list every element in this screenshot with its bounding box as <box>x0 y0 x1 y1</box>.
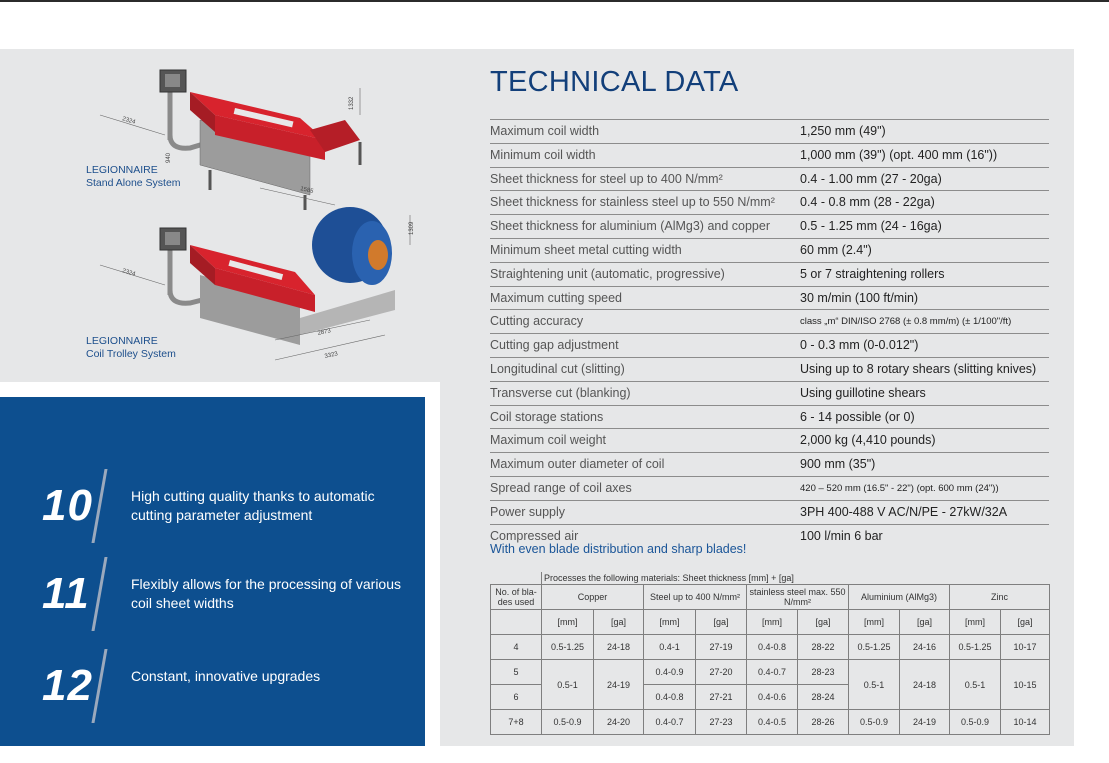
machine-name: LEGIONNAIRE <box>86 335 158 347</box>
unit-cell: [mm] <box>747 610 798 635</box>
material-header: Aluminium (AlMg3) <box>849 585 950 610</box>
table-cell: 24-19 <box>594 660 644 710</box>
table-cell: 0.4-0.7 <box>644 710 696 735</box>
spec-value: 0.4 - 1.00 mm (27 - 20ga) <box>800 171 942 186</box>
spec-row <box>490 501 1049 525</box>
unit-cell: [ga] <box>696 610 747 635</box>
table-cell: 10-17 <box>1001 635 1050 660</box>
spec-value: 0.5 - 1.25 mm (24 - 16ga) <box>800 219 942 234</box>
table-cell: 0.5-1 <box>950 660 1001 710</box>
spec-row <box>490 144 1049 168</box>
spec-row <box>490 358 1049 382</box>
feature-text: Flexibly allows for the processing of various coil sheet widths <box>131 576 402 611</box>
spec-row <box>490 382 1049 406</box>
spec-row <box>490 287 1049 311</box>
table-row <box>491 635 1050 660</box>
spec-value: 60 mm (2.4") <box>800 242 872 257</box>
spec-label: Maximum outer diameter of coil <box>490 457 665 472</box>
table-cell: 28-23 <box>798 660 849 685</box>
material-header: Copper <box>542 585 644 610</box>
table-cell: 27-21 <box>696 685 747 710</box>
table-cell: 28-22 <box>798 635 849 660</box>
unit-cell: [ga] <box>1001 610 1050 635</box>
table-cell: 24-16 <box>900 635 950 660</box>
machine-subtitle: Stand Alone System <box>86 177 181 189</box>
spec-row <box>490 168 1049 192</box>
spec-label: Cutting accuracy <box>490 314 584 329</box>
spec-value: 1,250 mm (49") <box>800 124 886 138</box>
unit-cell: [mm] <box>644 610 696 635</box>
spec-label: Maximum cutting speed <box>490 290 623 305</box>
dim-1332: 1332 <box>349 96 355 110</box>
machine-name: LEGIONNAIRE <box>86 164 158 176</box>
spec-value: 100 l/min 6 bar <box>800 528 883 543</box>
table-cell: 28-26 <box>798 710 849 735</box>
unit-cell: [mm] <box>849 610 900 635</box>
spec-value: 0 - 0.3 mm (0-0.012") <box>800 338 919 353</box>
material-header: stainless steel max. 550 N/mm² <box>747 585 849 610</box>
spec-value: 3PH 400-488 V AC/N/PE - 27kW/32A <box>800 504 1008 519</box>
spec-value: Using up to 8 rotary shears (slitting knives) <box>800 361 1037 376</box>
dim-1585: 1585 <box>299 186 314 195</box>
feature-number: 12 <box>42 661 93 710</box>
table-row <box>491 660 1050 685</box>
table-cell: 24-18 <box>900 660 950 710</box>
spec-label: Minimum coil width <box>490 147 596 162</box>
table-cell: 6 <box>491 685 542 710</box>
unit-cell: [ga] <box>594 610 644 635</box>
slash-divider <box>91 557 107 631</box>
spec-value: 900 mm (35") <box>800 457 876 472</box>
spec-value: 0.4 - 0.8 mm (28 - 22ga) <box>800 195 935 210</box>
feature-item <box>0 649 425 729</box>
spec-row <box>490 477 1049 501</box>
feature-text: High cutting quality thanks to automatic cutting parameter adjustment <box>131 488 375 523</box>
unit-cell: [ga] <box>798 610 849 635</box>
table-cell: 0.5-0.9 <box>950 710 1001 735</box>
spec-row <box>490 429 1049 453</box>
slash-divider <box>91 469 107 543</box>
spec-label: Cutting gap adjustment <box>490 338 619 353</box>
table-cell: 24-18 <box>594 635 644 660</box>
table-cell: 0.5-0.9 <box>849 710 900 735</box>
table-cell: 0.5-1.25 <box>542 635 594 660</box>
spec-row <box>490 191 1049 215</box>
spec-value: 2,000 kg (4,410 pounds) <box>800 433 936 448</box>
table-cell: 4 <box>491 635 542 660</box>
feature-text: Constant, innovative upgrades <box>131 668 321 684</box>
spec-table <box>490 119 1049 547</box>
spec-label: Transverse cut (blanking) <box>490 385 631 400</box>
spec-value: 5 or 7 straightening rollers <box>800 266 945 281</box>
feature-number: 11 <box>42 569 90 618</box>
table-cell: 27-23 <box>696 710 747 735</box>
spec-value: 6 - 14 possible (or 0) <box>800 409 915 424</box>
table-cell: 10-15 <box>1001 660 1050 710</box>
spec-label: Minimum sheet metal cutting width <box>490 242 682 257</box>
spec-label: Longitudinal cut (slitting) <box>490 361 625 376</box>
table-cell: 28-24 <box>798 685 849 710</box>
table-cell: 27-19 <box>696 635 747 660</box>
spec-label: Compressed air <box>490 528 579 543</box>
spec-label: Spread range of coil axes <box>490 480 632 495</box>
machine-illustrations <box>60 60 440 380</box>
spec-label: Sheet thickness for stainless steel up to 550 N/mm² <box>490 195 775 210</box>
dim-3323: 3323 <box>324 351 339 360</box>
spec-row <box>490 239 1049 263</box>
page-title: TECHNICAL DATA <box>490 66 739 98</box>
spec-label: Maximum coil weight <box>490 433 607 448</box>
machine-label-stand-alone <box>86 164 181 190</box>
table-cell: 0.4-0.6 <box>747 685 798 710</box>
table-cell: 0.4-0.8 <box>747 635 798 660</box>
table-cell: 0.4-0.8 <box>644 685 696 710</box>
spec-label: Sheet thickness for aluminium (AlMg3) and copper <box>490 219 770 234</box>
table-cell: 10-14 <box>1001 710 1050 735</box>
unit-cell: [ga] <box>900 610 950 635</box>
spec-row <box>490 406 1049 430</box>
machine-label-coil-trolley <box>86 335 176 361</box>
spec-value: Using guillotine shears <box>800 385 926 400</box>
table-cell: 0.4-0.9 <box>644 660 696 685</box>
blank-cell <box>491 572 542 585</box>
spec-label: Maximum coil width <box>490 124 600 138</box>
spec-value: 1,000 mm (39") (opt. 400 mm (16")) <box>800 147 998 162</box>
spec-value: 420 – 520 mm (16.5" - 22") (opt. 600 mm (24")) <box>800 482 999 494</box>
table-cell: 24-19 <box>900 710 950 735</box>
spec-label: Coil storage stations <box>490 409 604 424</box>
spec-row <box>490 119 1049 144</box>
material-header: Zinc <box>950 585 1050 610</box>
processes-header: Processes the following materials: Sheet thickness [mm] + [ga] <box>542 572 1050 585</box>
table-cell: 0.5-1.25 <box>950 635 1001 660</box>
table-cell: 24-20 <box>594 710 644 735</box>
feature-panel <box>0 397 425 746</box>
spec-row <box>490 453 1049 477</box>
table-cell: 0.5-1 <box>849 660 900 710</box>
material-header: Steel up to 400 N/mm² <box>644 585 747 610</box>
feature-item <box>0 557 425 637</box>
spec-label: Straightening unit (automatic, progressive) <box>490 266 725 281</box>
blank-cell <box>491 610 542 635</box>
spec-row <box>490 263 1049 287</box>
table-cell: 0.5-1 <box>542 660 594 710</box>
feature-item <box>0 469 425 549</box>
unit-cell: [mm] <box>950 610 1001 635</box>
feature-number: 10 <box>42 481 93 530</box>
spec-row <box>490 215 1049 239</box>
table-cell: 5 <box>491 660 542 685</box>
dim-1309: 1309 <box>409 221 415 235</box>
table-cell: 0.4-0.5 <box>747 710 798 735</box>
dim-2324-a: 2324 <box>121 116 136 126</box>
spec-label: Sheet thickness for steel up to 400 N/mm² <box>490 171 723 186</box>
spec-value: class „m“ DIN/ISO 2768 (± 0.8 mm/m) (± 1/100"/ft) <box>800 316 1012 328</box>
machine-subtitle: Coil Trolley System <box>86 348 176 360</box>
table-cell: 0.4-1 <box>644 635 696 660</box>
unit-cell: [mm] <box>542 610 594 635</box>
spec-row <box>490 310 1049 334</box>
spec-label: Power supply <box>490 504 566 519</box>
table-cell: 27-20 <box>696 660 747 685</box>
table-cell: 7+8 <box>491 710 542 735</box>
table-row <box>491 710 1050 735</box>
table-cell: 0.5-0.9 <box>542 710 594 735</box>
spec-value: 30 m/min (100 ft/min) <box>800 290 919 305</box>
dim-940: 940 <box>166 152 172 163</box>
dim-2873: 2873 <box>317 328 332 337</box>
dim-2324-b: 2324 <box>121 268 136 278</box>
blades-header: No. of bla-des used <box>491 585 542 610</box>
blade-table <box>490 572 1050 735</box>
table-cell: 0.5-1.25 <box>849 635 900 660</box>
slash-divider <box>91 649 107 723</box>
table-cell: 0.4-0.7 <box>747 660 798 685</box>
top-rule <box>0 0 1109 2</box>
blade-table-title: With even blade distribution and sharp blades! <box>490 542 747 556</box>
spec-row <box>490 334 1049 358</box>
